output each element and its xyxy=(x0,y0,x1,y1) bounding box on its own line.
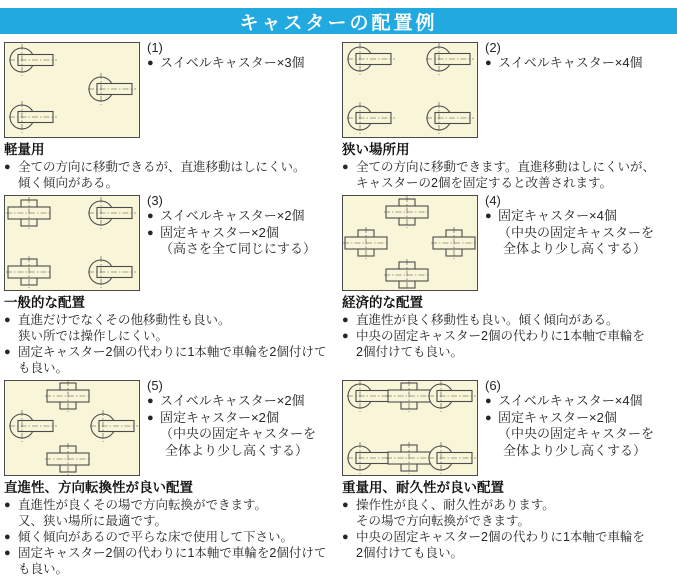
note-line: 狭い所では操作しにくい。 xyxy=(18,329,169,343)
spec-text: 全体より少し高くする） xyxy=(503,442,647,458)
note-line: 操作性が良く、耐久性があります。 xyxy=(356,498,555,512)
fixed-caster-glyph xyxy=(386,380,432,412)
page-title-bar xyxy=(0,8,677,34)
example-spec-panel xyxy=(147,40,339,72)
note-line: 傾く傾向があるので平らな床で使用して下さい。 xyxy=(18,530,294,544)
swivel-caster-glyph xyxy=(9,100,57,134)
example-number: (4) xyxy=(485,193,501,208)
note-line: 中央の固定キャスター2個の代わりに1本軸で車輪を xyxy=(356,329,645,343)
bullet-icon: ● xyxy=(342,314,349,326)
bullet-icon: ● xyxy=(4,161,11,173)
caster-diagram xyxy=(4,380,140,476)
example-spec-panel xyxy=(147,193,339,258)
note-item xyxy=(342,328,677,360)
swivel-caster-glyph xyxy=(426,42,474,76)
fixed-caster-glyph xyxy=(45,443,91,475)
example-number: (2) xyxy=(485,40,501,55)
fixed-caster-glyph xyxy=(45,380,91,412)
example-4-economical xyxy=(342,193,677,360)
note-item xyxy=(4,344,339,376)
swivel-caster-glyph xyxy=(428,441,476,475)
swivel-caster-glyph xyxy=(88,72,136,106)
swivel-caster-glyph xyxy=(347,101,395,135)
spec-item-note xyxy=(147,443,339,460)
swivel-caster-glyph xyxy=(347,42,395,76)
note-line: 固定キャスター2個の代わりに1本軸で車輪を2個付けて xyxy=(18,546,327,560)
spec-text: スイベルキャスター×2個 xyxy=(160,393,305,408)
note-line: 全ての方向に移動できます。直進移動はしにくいが、 xyxy=(356,160,656,174)
note-line: 2個付けても良い。 xyxy=(356,345,463,359)
example-heading: 一般的な配置 xyxy=(4,295,85,310)
fixed-caster-glyph xyxy=(6,197,52,229)
fixed-caster-glyph xyxy=(6,256,52,288)
spec-item-note xyxy=(147,241,339,258)
example-heading: 直進性、方向転換性が良い配置 xyxy=(4,480,193,495)
spec-item xyxy=(485,208,677,225)
swivel-caster-glyph xyxy=(88,255,136,289)
bullet-icon: ● xyxy=(147,395,154,407)
spec-item xyxy=(147,55,339,72)
note-line: 直進性が良くその場で方向転換ができます。 xyxy=(18,498,268,512)
bullet-icon: ● xyxy=(147,226,154,239)
fixed-caster-glyph xyxy=(431,227,477,259)
example-1-lightweight xyxy=(4,40,339,191)
example-spec-panel xyxy=(485,40,677,72)
caster-diagram xyxy=(4,42,140,138)
example-heading: 重量用、耐久性が良い配置 xyxy=(342,480,504,495)
spec-text: 固定キャスター×2個 xyxy=(160,224,279,240)
spec-text: 固定キャスター×2個 xyxy=(160,409,279,425)
spec-item-note xyxy=(485,443,677,460)
note-line: 2個付けても良い。 xyxy=(356,546,463,560)
spec-item xyxy=(485,393,677,410)
example-number: (3) xyxy=(147,193,163,208)
spec-item xyxy=(147,410,339,427)
example-heading: 軽量用 xyxy=(4,142,45,157)
note-item xyxy=(342,159,677,191)
bullet-icon: ● xyxy=(342,161,349,173)
bullet-icon: ● xyxy=(342,531,349,543)
spec-item-note xyxy=(485,225,677,242)
spec-text: 全体より少し高くする） xyxy=(503,241,647,256)
spec-text: スイベルキャスター×4個 xyxy=(498,55,643,70)
fixed-caster-glyph xyxy=(384,259,430,291)
spec-item xyxy=(147,225,339,242)
example-3-general xyxy=(4,193,339,376)
bullet-icon: ● xyxy=(4,314,11,326)
bullet-icon: ● xyxy=(485,210,492,222)
spec-text: 固定キャスター×4個 xyxy=(498,208,617,223)
note-line: 直進だけでなくその他移動性も良い。 xyxy=(18,313,231,327)
bullet-icon: ● xyxy=(485,57,492,69)
page-title: キャスターの配置例 xyxy=(239,12,438,34)
example-spec-panel xyxy=(147,378,339,459)
note-item xyxy=(342,312,677,328)
spec-text: 固定キャスター×2個 xyxy=(498,409,617,425)
note-item xyxy=(4,529,339,545)
note-item xyxy=(4,545,339,577)
note-line: 又、狭い場所に最適です。 xyxy=(18,514,168,528)
example-number: (5) xyxy=(147,378,163,393)
example-heading: 狭い場所用 xyxy=(342,142,410,157)
spec-text: スイベルキャスター×3個 xyxy=(160,55,305,70)
caster-diagram xyxy=(4,195,140,291)
fixed-caster-glyph xyxy=(386,442,432,474)
swivel-caster-glyph xyxy=(9,43,57,77)
bullet-icon: ● xyxy=(4,499,11,511)
bullet-icon: ● xyxy=(485,411,492,424)
bullet-icon: ● xyxy=(4,531,11,543)
spec-item-note xyxy=(485,241,677,258)
note-item xyxy=(4,497,339,529)
swivel-caster-glyph xyxy=(426,101,474,135)
spec-item xyxy=(147,208,339,225)
spec-text: （中央の固定キャスターを xyxy=(498,224,655,240)
swivel-caster-glyph xyxy=(88,196,136,230)
note-line: 全ての方向に移動できるが、直進移動はしにくい。 xyxy=(18,160,306,174)
spec-text: 全体より少し高くする） xyxy=(165,442,309,458)
example-number: (1) xyxy=(147,40,163,55)
note-item xyxy=(342,497,677,529)
spec-text: （中央の固定キャスターを xyxy=(160,426,317,441)
note-line: も良い。 xyxy=(18,562,69,576)
bullet-icon: ● xyxy=(342,499,349,511)
note-item xyxy=(4,159,339,191)
caster-diagram xyxy=(342,195,478,291)
spec-item-note xyxy=(485,426,677,443)
spec-item-note xyxy=(147,426,339,443)
example-2-narrow-space xyxy=(342,40,677,191)
fixed-caster-glyph xyxy=(384,196,430,228)
note-line: その場で方向転換ができます。 xyxy=(356,514,531,528)
spec-text: （高さを全て同じにする） xyxy=(160,241,317,256)
note-line: 傾く傾向がある。 xyxy=(18,176,119,190)
swivel-caster-glyph xyxy=(428,379,476,413)
note-line: 中央の固定キャスター2個の代わりに1本軸で車輪を xyxy=(356,530,645,544)
note-item xyxy=(4,312,339,344)
bullet-icon: ● xyxy=(147,57,154,69)
bullet-icon: ● xyxy=(485,395,492,407)
bullet-icon: ● xyxy=(342,330,349,342)
spec-text: スイベルキャスター×2個 xyxy=(160,208,305,223)
example-5-straight-turning xyxy=(4,378,339,577)
example-6-heavy-duty xyxy=(342,378,677,561)
note-line: 直進性が良く移動性も良い。傾く傾向がある。 xyxy=(356,313,619,327)
spec-item xyxy=(147,393,339,410)
example-spec-panel xyxy=(485,378,677,459)
caster-diagram xyxy=(342,380,478,476)
example-number: (6) xyxy=(485,378,501,393)
spec-item xyxy=(485,55,677,72)
fixed-caster-glyph xyxy=(343,227,389,259)
bullet-icon: ● xyxy=(147,411,154,424)
example-spec-panel xyxy=(485,193,677,258)
swivel-caster-glyph xyxy=(90,409,138,443)
caster-diagram xyxy=(342,42,478,138)
bullet-icon: ● xyxy=(4,547,11,559)
bullet-icon: ● xyxy=(4,346,11,358)
spec-text: （中央の固定キャスターを xyxy=(498,426,655,441)
note-line: 固定キャスター2個の代わりに1本軸で車輪を2個付けて xyxy=(18,345,327,359)
note-line: も良い。 xyxy=(18,361,69,375)
spec-text: スイベルキャスター×4個 xyxy=(498,393,643,408)
spec-item xyxy=(485,410,677,427)
note-line: キャスターの2個を固定すると改善されます。 xyxy=(356,176,612,190)
swivel-caster-glyph xyxy=(9,409,57,443)
bullet-icon: ● xyxy=(147,210,154,222)
note-item xyxy=(342,529,677,561)
example-heading: 経済的な配置 xyxy=(342,295,423,310)
